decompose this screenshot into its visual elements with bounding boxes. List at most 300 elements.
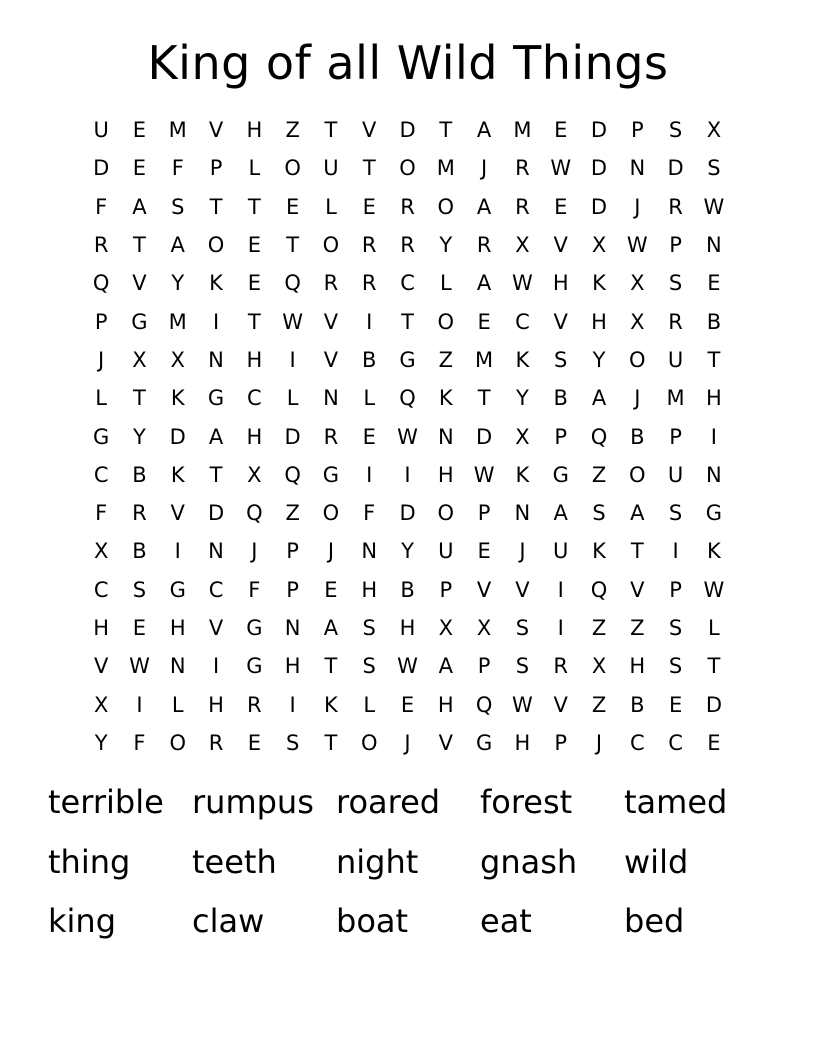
- grid-letter: G: [207, 386, 225, 411]
- grid-letter: O: [437, 501, 455, 526]
- grid-letter: V: [553, 309, 568, 334]
- grid-letter: R: [400, 194, 415, 219]
- grid-letter: U: [553, 539, 569, 564]
- grid-letter: Y: [94, 730, 108, 755]
- grid-letter: C: [247, 386, 262, 411]
- grid-letter: S: [515, 616, 530, 640]
- grid-letter: L: [708, 616, 720, 640]
- grid-letter: J: [519, 539, 526, 564]
- grid-letter: H: [284, 654, 301, 679]
- grid-letter: K: [209, 271, 223, 296]
- grid-letter: E: [362, 194, 376, 219]
- grid-letter: H: [361, 577, 378, 602]
- grid-letter: U: [323, 156, 339, 181]
- grid-letter: C: [400, 271, 415, 296]
- grid-letter: Q: [590, 577, 608, 602]
- word-list-item: rumpus: [192, 783, 314, 821]
- grid-letter: O: [360, 730, 378, 755]
- grid-letter: H: [246, 347, 263, 372]
- grid-letter: L: [95, 386, 107, 411]
- grid-letter: I: [672, 539, 679, 564]
- grid-letter: R: [323, 424, 339, 449]
- grid-letter: K: [438, 386, 453, 411]
- grid-letter: K: [515, 462, 530, 487]
- grid-letter: K: [170, 462, 185, 487]
- grid-letter: V: [208, 616, 224, 640]
- grid-letter: P: [94, 309, 108, 334]
- grid-letter: V: [476, 577, 492, 602]
- grid-letter: E: [668, 692, 683, 717]
- grid-letter: S: [668, 118, 683, 143]
- grid-letter: Q: [475, 692, 493, 717]
- word-list-item: claw: [192, 902, 265, 940]
- grid-letter: M: [666, 386, 685, 411]
- grid-letter: P: [477, 654, 491, 679]
- grid-letter: I: [366, 309, 373, 334]
- grid-letter: X: [170, 347, 185, 372]
- grid-letter: Z: [630, 616, 645, 640]
- grid-letter: K: [592, 271, 606, 296]
- grid-letter: X: [591, 654, 607, 679]
- grid-letter: X: [476, 616, 492, 640]
- grid-letter: E: [247, 730, 261, 755]
- grid-letter: T: [324, 654, 338, 679]
- grid-letter: T: [707, 347, 721, 372]
- grid-letter: Y: [516, 386, 529, 411]
- grid-letter: R: [668, 194, 683, 219]
- grid-letter: W: [129, 654, 150, 679]
- grid-letter: F: [95, 501, 108, 526]
- grid-letter: B: [400, 577, 415, 602]
- grid-letter: E: [247, 271, 261, 296]
- grid-letter: H: [437, 692, 454, 717]
- grid-letter: B: [362, 347, 377, 372]
- grid-letter: N: [284, 616, 301, 640]
- grid-letter: W: [397, 424, 418, 449]
- grid-letter: G: [399, 347, 416, 372]
- grid-letter: S: [285, 730, 300, 755]
- grid-letter: E: [707, 730, 721, 755]
- grid-letter: S: [132, 577, 147, 602]
- grid-letter: W: [282, 309, 304, 334]
- grid-letter: E: [707, 271, 721, 296]
- grid-letter: S: [592, 501, 606, 526]
- grid-letter: T: [286, 233, 300, 258]
- grid-letter: H: [552, 271, 569, 296]
- grid-letter: T: [324, 730, 338, 755]
- grid-letter: N: [208, 539, 224, 564]
- grid-letter: N: [706, 462, 722, 487]
- grid-letter: S: [554, 347, 568, 372]
- grid-letter: E: [554, 194, 568, 219]
- grid-letter: L: [363, 386, 376, 411]
- grid-letter: K: [170, 386, 185, 411]
- grid-letter: G: [552, 462, 569, 487]
- grid-letter: R: [361, 233, 377, 258]
- grid-letter: W: [703, 577, 725, 602]
- word-list-item: boat: [336, 902, 409, 940]
- grid-letter: H: [169, 616, 186, 640]
- grid-letter: H: [399, 616, 416, 640]
- grid-letter: D: [93, 156, 110, 181]
- grid-letter: R: [361, 271, 377, 296]
- grid-letter: E: [400, 692, 415, 717]
- grid-letter: Z: [285, 501, 300, 526]
- grid-letter: K: [707, 539, 721, 564]
- grid-letter: I: [136, 692, 143, 717]
- grid-letter: R: [247, 692, 262, 717]
- grid-letter: H: [246, 118, 263, 143]
- grid-letter: S: [362, 654, 376, 679]
- grid-letter: H: [208, 692, 224, 717]
- grid-letter: J: [98, 347, 105, 372]
- grid-letter: R: [515, 156, 530, 181]
- grid-letter: D: [667, 156, 684, 181]
- grid-letter: V: [438, 730, 453, 755]
- grid-letter: V: [132, 271, 147, 296]
- grid-letter: Q: [284, 462, 301, 487]
- grid-letter: N: [361, 539, 378, 564]
- word-list-item: tamed: [624, 783, 728, 821]
- grid-letter: F: [133, 730, 146, 755]
- grid-letter: T: [362, 156, 376, 181]
- grid-letter: X: [515, 424, 530, 449]
- grid-letter: U: [667, 462, 684, 487]
- grid-letter: K: [324, 692, 338, 717]
- grid-letter: T: [630, 539, 644, 564]
- grid-letter: S: [668, 654, 683, 679]
- grid-letter: P: [630, 118, 644, 143]
- grid-letter: B: [630, 692, 645, 717]
- grid-letter: T: [324, 118, 338, 143]
- grid-letter: D: [169, 424, 186, 449]
- grid-letter: L: [248, 156, 261, 181]
- grid-letter: W: [550, 156, 572, 181]
- grid-letter: U: [667, 347, 684, 372]
- grid-letter: O: [207, 233, 225, 258]
- word-list: [48, 778, 768, 957]
- word-list-item: roared: [336, 783, 441, 821]
- grid-letter: V: [553, 692, 568, 717]
- grid-letter: C: [93, 577, 109, 602]
- grid-letter: V: [553, 233, 568, 258]
- grid-letter: R: [132, 501, 147, 526]
- grid-letter: Y: [592, 347, 606, 372]
- grid-letter: Y: [171, 271, 185, 296]
- grid-letter: J: [251, 539, 258, 564]
- grid-letter: V: [323, 347, 339, 372]
- grid-letter: A: [476, 194, 492, 219]
- grid-letter: D: [590, 194, 608, 219]
- grid-letter: S: [668, 271, 683, 296]
- grid-letter: H: [629, 654, 646, 679]
- grid-letter: Q: [590, 424, 608, 449]
- grid-letter: L: [325, 194, 337, 219]
- grid-letter: N: [323, 386, 339, 411]
- grid-letter: A: [476, 271, 492, 296]
- grid-letter: A: [591, 386, 607, 411]
- grid-letter: D: [590, 118, 608, 143]
- grid-letter: G: [246, 654, 263, 679]
- grid-letter: X: [132, 347, 147, 372]
- grid-letter: D: [476, 424, 493, 449]
- grid-letter: T: [133, 233, 146, 258]
- grid-letter: P: [209, 156, 223, 181]
- grid-letter: H: [514, 730, 531, 755]
- grid-letter: J: [327, 539, 335, 564]
- grid-letter: J: [634, 194, 641, 219]
- grid-letter: I: [557, 616, 564, 640]
- grid-letter: E: [132, 156, 147, 181]
- grid-letter: I: [557, 577, 564, 602]
- grid-letter: W: [703, 194, 725, 219]
- grid-letter: O: [169, 730, 186, 755]
- grid-letter: I: [289, 692, 296, 717]
- grid-letter: Q: [399, 386, 416, 411]
- grid-letter: M: [168, 309, 187, 334]
- grid-letter: H: [706, 386, 722, 411]
- word-list-item: bed: [624, 902, 685, 940]
- word-list-item: thing: [48, 842, 131, 881]
- grid-letter: Z: [591, 462, 607, 487]
- grid-letter: G: [131, 309, 148, 334]
- grid-letter: O: [399, 156, 416, 181]
- grid-letter: Z: [438, 347, 454, 372]
- grid-letter: H: [246, 424, 263, 449]
- grid-letter: P: [669, 233, 682, 258]
- grid-letter: B: [553, 386, 568, 411]
- grid-letter: K: [592, 539, 606, 564]
- grid-letter: X: [591, 233, 607, 258]
- grid-letter: V: [208, 118, 224, 143]
- grid-letter: D: [284, 424, 301, 449]
- grid-letter: T: [247, 309, 261, 334]
- grid-letter: Z: [285, 118, 300, 143]
- grid-letter: T: [439, 118, 453, 143]
- grid-letter: E: [362, 424, 376, 449]
- grid-letter: G: [169, 577, 186, 602]
- grid-letter: T: [477, 386, 491, 411]
- grid-letter: V: [515, 577, 530, 602]
- grid-letter: D: [590, 156, 608, 181]
- grid-letter: D: [399, 501, 416, 526]
- grid-letter: P: [669, 577, 682, 602]
- grid-letter: H: [591, 309, 607, 334]
- grid-letter: Z: [591, 692, 607, 717]
- grid-letter: I: [366, 462, 373, 487]
- grid-letter: M: [513, 118, 532, 143]
- grid-letter: W: [397, 654, 418, 679]
- word-list-item: night: [336, 842, 419, 881]
- grid-letter: M: [436, 156, 455, 181]
- grid-letter: G: [475, 730, 493, 755]
- grid-letter: I: [212, 654, 220, 679]
- grid-letter: I: [212, 309, 220, 334]
- word-list-item: forest: [480, 783, 573, 821]
- grid-letter: G: [93, 424, 110, 449]
- grid-letter: W: [512, 271, 533, 296]
- grid-letter: X: [630, 271, 645, 296]
- grid-letter: N: [706, 233, 722, 258]
- grid-letter: M: [475, 347, 494, 372]
- grid-letter: P: [286, 539, 299, 564]
- grid-letter: C: [629, 730, 645, 755]
- grid-letter: A: [438, 654, 453, 679]
- grid-letter: A: [208, 424, 224, 449]
- grid-letter: P: [554, 424, 568, 449]
- puzzle-title: King of all Wild Things: [147, 36, 669, 90]
- grid-letter: N: [437, 424, 454, 449]
- grid-letter: L: [286, 386, 299, 411]
- grid-letter: T: [209, 194, 223, 219]
- grid-letter: R: [668, 309, 683, 334]
- grid-letter: C: [93, 462, 109, 487]
- grid-letter: O: [322, 501, 340, 526]
- grid-letter: B: [630, 424, 645, 449]
- grid-letter: H: [437, 462, 454, 487]
- grid-letter: V: [170, 501, 185, 526]
- word-list-item: eat: [480, 902, 532, 940]
- grid-letter: O: [284, 156, 301, 181]
- grid-letter: I: [174, 539, 181, 564]
- grid-letter: E: [324, 577, 338, 602]
- grid-letter: S: [362, 616, 376, 640]
- grid-letter: J: [481, 156, 488, 181]
- grid-letter: F: [95, 194, 108, 219]
- grid-letter: A: [630, 501, 645, 526]
- grid-letter: L: [439, 271, 452, 296]
- grid-letter: T: [401, 309, 414, 334]
- grid-letter: L: [171, 692, 184, 717]
- grid-letter: P: [439, 577, 453, 602]
- grid-letter: L: [363, 692, 376, 717]
- grid-letter: Z: [591, 616, 607, 640]
- grid-letter: Y: [401, 539, 414, 564]
- grid-letter: B: [132, 539, 147, 564]
- grid-letter: G: [705, 501, 723, 526]
- grid-letter: X: [706, 118, 722, 143]
- grid-letter: Q: [92, 271, 110, 296]
- grid-letter: C: [515, 309, 530, 334]
- grid-letter: S: [171, 194, 185, 219]
- grid-letter: Y: [439, 233, 453, 258]
- grid-letter: V: [323, 309, 339, 334]
- grid-letter: F: [248, 577, 261, 602]
- grid-letter: P: [477, 501, 491, 526]
- word-list-item: gnash: [480, 842, 578, 881]
- grid-letter: B: [132, 462, 147, 487]
- grid-letter: A: [553, 501, 568, 526]
- word-list-item: terrible: [48, 783, 164, 821]
- grid-letter: W: [512, 692, 533, 717]
- word-list-item: king: [48, 902, 117, 940]
- grid-letter: D: [705, 692, 722, 717]
- grid-letter: H: [93, 616, 110, 640]
- grid-letter: R: [93, 233, 109, 258]
- grid-letter: O: [322, 233, 340, 258]
- grid-letter: W: [626, 233, 648, 258]
- grid-letter: I: [289, 347, 296, 372]
- grid-letter: G: [322, 462, 340, 487]
- grid-letter: P: [554, 730, 568, 755]
- grid-letter: V: [630, 577, 645, 602]
- grid-letter: X: [93, 692, 109, 717]
- grid-letter: J: [634, 386, 641, 411]
- word-list-item: teeth: [192, 842, 277, 881]
- grid-letter: A: [476, 118, 492, 143]
- grid-letter: V: [362, 118, 377, 143]
- grid-letter: R: [553, 654, 568, 679]
- grid-letter: Q: [284, 271, 301, 296]
- grid-letter: C: [668, 730, 683, 755]
- grid-letter: T: [247, 194, 261, 219]
- grid-letter: E: [285, 194, 300, 219]
- grid-letter: E: [477, 309, 491, 334]
- letter-grid: [82, 111, 733, 762]
- grid-letter: X: [630, 309, 645, 334]
- grid-letter: B: [706, 309, 722, 334]
- grid-letter: S: [668, 616, 683, 640]
- grid-letter: V: [93, 654, 109, 679]
- grid-letter: A: [170, 233, 185, 258]
- grid-letter: D: [207, 501, 225, 526]
- grid-letter: N: [169, 654, 186, 679]
- grid-letter: T: [707, 654, 721, 679]
- grid-letter: T: [209, 462, 223, 487]
- grid-letter: R: [323, 271, 339, 296]
- grid-letter: O: [437, 309, 455, 334]
- grid-letter: T: [133, 386, 146, 411]
- grid-letter: N: [208, 347, 224, 372]
- grid-letter: O: [437, 194, 455, 219]
- grid-letter: I: [710, 424, 717, 449]
- grid-letter: O: [629, 347, 646, 372]
- grid-letter: J: [404, 730, 411, 755]
- grid-letter: K: [515, 347, 530, 372]
- grid-letter: E: [247, 233, 261, 258]
- grid-letter: R: [476, 233, 492, 258]
- grid-letter: X: [515, 233, 530, 258]
- grid-letter: J: [595, 730, 603, 755]
- grid-letter: W: [473, 462, 495, 487]
- grid-letter: R: [208, 730, 224, 755]
- grid-letter: S: [668, 501, 683, 526]
- grid-letter: A: [132, 194, 147, 219]
- grid-letter: S: [515, 654, 530, 679]
- grid-letter: D: [399, 118, 416, 143]
- grid-letter: E: [477, 539, 491, 564]
- grid-letter: E: [132, 616, 147, 640]
- grid-letter: P: [286, 577, 299, 602]
- grid-letter: G: [246, 616, 263, 640]
- grid-letter: S: [707, 156, 721, 181]
- grid-letter: X: [438, 616, 454, 640]
- grid-letter: E: [132, 118, 147, 143]
- grid-letter: M: [168, 118, 187, 143]
- grid-letter: N: [629, 156, 646, 181]
- grid-letter: E: [554, 118, 568, 143]
- grid-letter: P: [669, 424, 682, 449]
- grid-letter: O: [629, 462, 646, 487]
- grid-letter: Y: [133, 424, 146, 449]
- grid-letter: N: [514, 501, 531, 526]
- grid-letter: U: [438, 539, 454, 564]
- grid-letter: X: [93, 539, 109, 564]
- grid-letter: R: [400, 233, 415, 258]
- grid-letter: U: [93, 118, 109, 143]
- grid-letter: R: [515, 194, 530, 219]
- grid-letter: A: [323, 616, 339, 640]
